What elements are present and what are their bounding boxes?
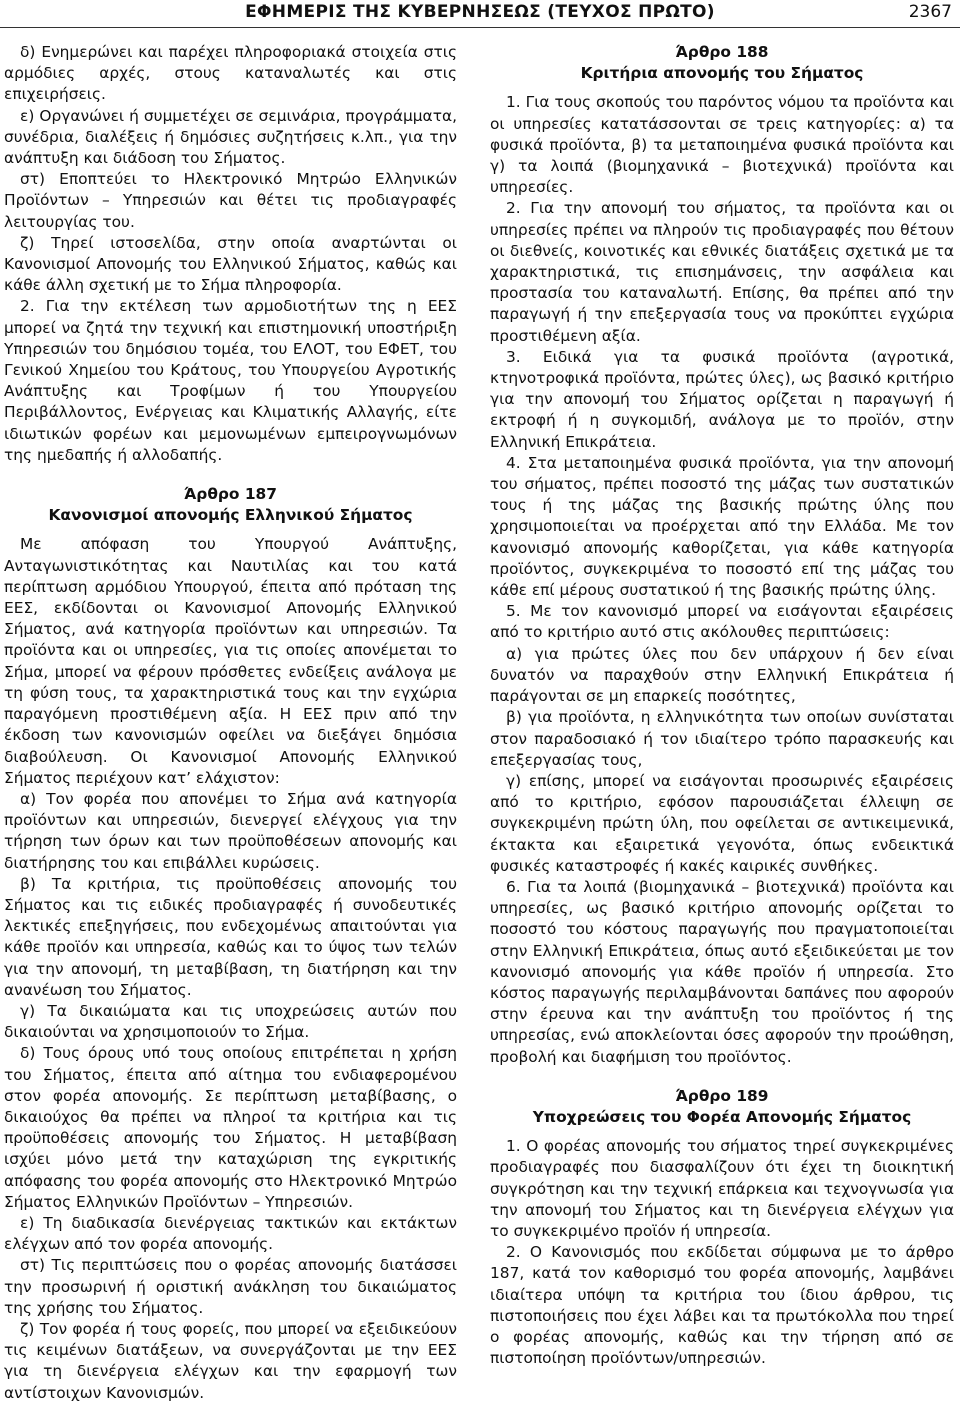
paragraph: 3. Ειδικά για τα φυσικά προϊόντα (αγροτικά, κτηνοτροφικά προϊόντα, πρώτες ύλες), ως βασικό κριτήριο για την απονομή του Σήματος ορίζεται η παραγωγή ή εκτροφή ή η συγκομιδή, ανάλογα με το προϊόν, στην Ελληνική Επικράτεια.	[490, 347, 954, 451]
paragraph: 1. Για τους σκοπούς του παρόντος νόμου τα προϊόντα και οι υπηρεσίες κατατάσσονται σε τρεις κατηγορίες: α) τα φυσικά προϊόντα, β) τα μεταποιημένα φυσικά προϊόντα και γ) τα λοιπά (βιομηχανικά – βιοτεχνικά) προϊόντα και υπηρεσίες.	[490, 93, 954, 197]
paragraph: 6. Για τα λοιπά (βιομηχανικά – βιοτεχνικά) προϊόντα και υπηρεσίες, ως βασικό κριτήριο απονομής ορίζεται το ποσοστό του κόστους παραγωγής που πραγματοποιείται στην Ελληνική Επικράτεια, όπως αυτό εξειδικεύεται με τον κανονισμό απονομής για κάθε προϊόν ή υπηρεσία. Στο κόστος παραγωγής περιλαμβάνονται δαπάνες που αφορούν στην έρευνα και την ανάπτυξη του προϊόντος ή της υπηρεσίας, ενώ αποκλείονται όσες αφορούν την προώθηση, προβολή και διαφήμιση του προϊόντος.	[490, 877, 954, 1066]
paragraph: β) Τα κριτήρια, τις προϋποθέσεις απονομής του Σήματος και τις ειδικές προδιαγραφές ή συνοδευτικές λεκτικές επεξηγήσεις, που ενδεχομένως απαιτούνται για κάθε προϊόν και υπηρεσία, καθώς και το ύψος των τελών για την απονομή, τη μεταβίβαση, τη διατήρηση και την ανανέωση του Σήματος.	[4, 874, 457, 999]
header-rule	[0, 27, 960, 28]
paragraph: δ) Τους όρους υπό τους οποίους επιτρέπεται η χρήση του Σήματος, έπειτα από αίτημα του ενδιαφερομένου στον φορέα απονομής. Σε περίπτωση μεταβίβασης, ο δικαιούχος θα πρέπει να πληροί τα κριτήρια και τις προϋποθέσεις απονομής του Σήματος. Η μεταβίβαση ισχύει μόνο μετά την καταχώριση της εγκριτικής απόφασης του φορέα απονομής στο Ηλεκτρονικό Μητρώο Σήματος Ελληνικών Προϊόντων – Υπηρεσιών.	[4, 1044, 457, 1211]
right-column	[490, 42, 954, 1369]
paragraph: ζ) Τον φορέα ή τους φορείς, που μπορεί να εξειδικεύουν τις κειμένων διατάξεων, να συνεργάζονται με την ΕΕΣ για τη διενέργεια ελέγχων και την εφαρμογή των αντίστοιχων Κανονισμών.	[4, 1319, 457, 1402]
paragraph: ε) Οργανώνει ή συμμετέχει σε σεμινάρια, προγράμματα, συνέδρια, διαλέξεις ή δημόσιες συζητήσεις κ.λπ., για την ανάπτυξη και διάδοση του Σήματος.	[4, 106, 457, 168]
paragraph: 5. Με τον κανονισμό μπορεί να εισάγονται εξαιρέσεις από το κριτήριο αυτό στις ακόλουθες περιπτώσεις:	[490, 602, 954, 642]
article-188-number: Άρθρο 188	[675, 43, 769, 61]
journal-title: ΕΦΗΜΕΡΙΣ ΤΗΣ ΚΥΒΕΡΝΗΣΕΩΣ (ΤΕΥΧΟΣ ΠΡΩΤΟ)	[245, 2, 715, 22]
paragraph: στ) Τις περιπτώσεις που ο φορέας απονομής διατάσσει την προσωρινή ή οριστική ανάκληση του δικαιώματος της χρήσης του Σήματος.	[4, 1256, 457, 1317]
paragraph: Με απόφαση του Υπουργού Ανάπτυξης, Ανταγωνιστικότητας και Ναυτιλίας και του κατά περίπτωση αρμόδιου Υπουργού, έπειτα από πρόταση της ΕΕΣ, εκδίδονται οι Κανονισμοί Απονομής Ελληνικού Σήματος, ανά κατηγορία προϊόντων και υπηρεσιών. Τα προϊόντα και οι υπηρεσίες, για τις οποίες απονέμεται το Σήμα, μπορεί να φέρουν πρόσθετες ενδείξεις ανάλογα με τη φύση τους, τα χαρακτηριστικά τους και την εγχώρια παραγόμενη προστιθέμενη αξία. Η ΕΕΣ πριν από την έκδοση των κανονισμών οφείλει να διεξάγει δημόσια διαβούλευση. Οι Κανονισμοί Απονομής Ελληνικού Σήματος περιέχουν κατ’ ελάχιστον:	[4, 535, 457, 787]
paragraph: 4. Στα μεταποιημένα φυσικά προϊόντα, για την απονομή του σήματος, πρέπει ποσοστό της μάζας των συστατικών τους ή της μάζας της βασικής πρώτης ύλης που χρησιμοποιείται να προέρχεται από την Ελλάδα. Με τον κανονισμό απονομής καθορίζεται, για κάθε κατηγορία προϊόντος, συγκεκριμένα το ποσοστό επί της μάζας του κάθε επί μέρους συστατικού ή της βασικής πρώτης ύλης.	[490, 453, 954, 600]
paragraph: β) για προϊόντα, η ελληνικότητα των οποίων συνίσταται στον παραδοσιακό ή τον ιδιαίτερο τρόπο παρασκευής και επεξεργασίας τους,	[490, 708, 954, 769]
paragraph: δ) Ενημερώνει και παρέχει πληροφοριακά στοιχεία στις αρμόδιες αρχές, στους καταναλωτές και στις επιχειρήσεις.	[4, 43, 457, 104]
page-header	[0, 0, 960, 28]
article-187-number: Άρθρο 187	[184, 485, 277, 504]
paragraph: γ) επίσης, μπορεί να εισάγονται προσωρινές εξαιρέσεις από το κριτήριο, εφόσον παρουσιάζεται έλλειψη σε συγκεκριμένη πρώτη ύλη, που οφείλεται σε αντικειμενικά, έκτακτα και εξαιρετικά γεγονότα, όπως ενδεικτικά φυσικές καταστροφές ή κακές καιρικές συνθήκες.	[490, 771, 954, 875]
paragraph: α) Τον φορέα που απονέμει το Σήμα ανά κατηγορία προϊόντων και υπηρεσιών, διενεργεί ελέγχους για την τήρηση των όρων και των προϋποθέσεων απονομής και διατήρησης του και επιβάλλει κυρώσεις.	[4, 789, 457, 872]
paragraph: 1. Ο φορέας απονομής του σήματος τηρεί συγκεκριμένες προδιαγραφές που διασφαλίζουν ότι έχει τη διοικητική συγκρότηση και την τεχνική επάρκεια και τεχνογνωσία για την απονομή του Σήματος και τη διενέργεια ελέγχων για το συγκεκριμένο προϊόν ή υπηρεσία.	[490, 1137, 954, 1240]
paragraph: α) για πρώτες ύλες που δεν υπάρχουν ή δεν είναι δυνατόν να παραχθούν στην Ελληνική Επικράτεια ή παράγονται σε μη επαρκείς ποσότητες,	[490, 644, 954, 706]
paragraph: στ) Εποπτεύει το Ηλεκτρονικό Μητρώο Ελληνικών Προϊόντων – Υπηρεσιών και θέτει τις προδιαγραφές λειτουργίας του.	[4, 170, 457, 231]
article-188-title: Κριτήρια απονομής του Σήματος	[580, 64, 864, 83]
article-187-title: Κανονισμοί απονομής Ελληνικού Σήματος	[48, 506, 413, 525]
paragraph: 2. Για την εκτέλεση των αρμοδιοτήτων της η ΕΕΣ μπορεί να ζητά την τεχνική και επιστημονική υποστήριξη Υπηρεσιών του δημόσιου τομέα, του ΕΛΟΤ, του ΕΦΕΤ, του Γενικού Χημείου του Κράτους, του Υπουργείου Αγροτικής Ανάπτυξης και Τροφίμων ή του Υπουργείου Περιβάλλοντος, Ενέργειας και Κλιματικής Αλλαγής, είτε ιδιωτικών φορέων και μεμονωμένων εμπειρογνωμόνων της ημεδαπής ή αλλοδαπής.	[4, 297, 457, 464]
paragraph: ζ) Τηρεί ιστοσελίδα, στην οποία αναρτώνται οι Κανονισμοί Απονομής του Ελληνικού Σήματος, καθώς και κάθε άλλη σχετική με το Σήμα πληροφορία.	[4, 233, 457, 295]
article-189-number: Άρθρο 189	[675, 1086, 769, 1105]
paragraph: γ) Τα δικαιώματα και τις υποχρεώσεις αυτών που δικαιούνται να χρησιμοποιούν το Σήμα.	[4, 1001, 457, 1042]
paragraph: 2. Για την απονομή του σήματος, τα προϊόντα και οι υπηρεσίες πρέπει να πληρούν τις προδιαγραφές που θέτουν οι διεθνείς, κοινοτικές και εθνικές διατάξεις σχετικά με τα χαρακτηριστικά, τις επισημάνσεις, την ασφάλεια και προστασία του καταναλωτή. Επίσης, θα πρέπει από την παραγωγή ή την επεξεργασία τους να προκύπτει εγχώρια προστιθέμενη αξία.	[490, 199, 954, 345]
paragraph: 2. Ο Κανονισμός που εκδίδεται σύμφωνα με το άρθρο 187, κατά τον καθορισμό του φορέα απονομής, λαμβάνει ιδιαίτερα υπόψη τα κριτήρια του ίδιου άρθρου, τις πιστοποιήσεις που έχει λάβει και τα πρωτόκολλα που τηρεί ο φορέας απονομής, καθώς και την τήρηση από σε πιστοποίηση προϊόντων/υπηρεσιών.	[490, 1243, 954, 1368]
paragraph: ε) Τη διαδικασία διενέργειας τακτικών και εκτάκτων ελέγχων από τον φορέα απονομής.	[4, 1213, 457, 1254]
page-number: 2367	[908, 2, 952, 22]
article-189-title: Υποχρεώσεις του Φορέα Απονομής Σήματος	[532, 1107, 912, 1126]
left-column	[4, 42, 457, 1404]
